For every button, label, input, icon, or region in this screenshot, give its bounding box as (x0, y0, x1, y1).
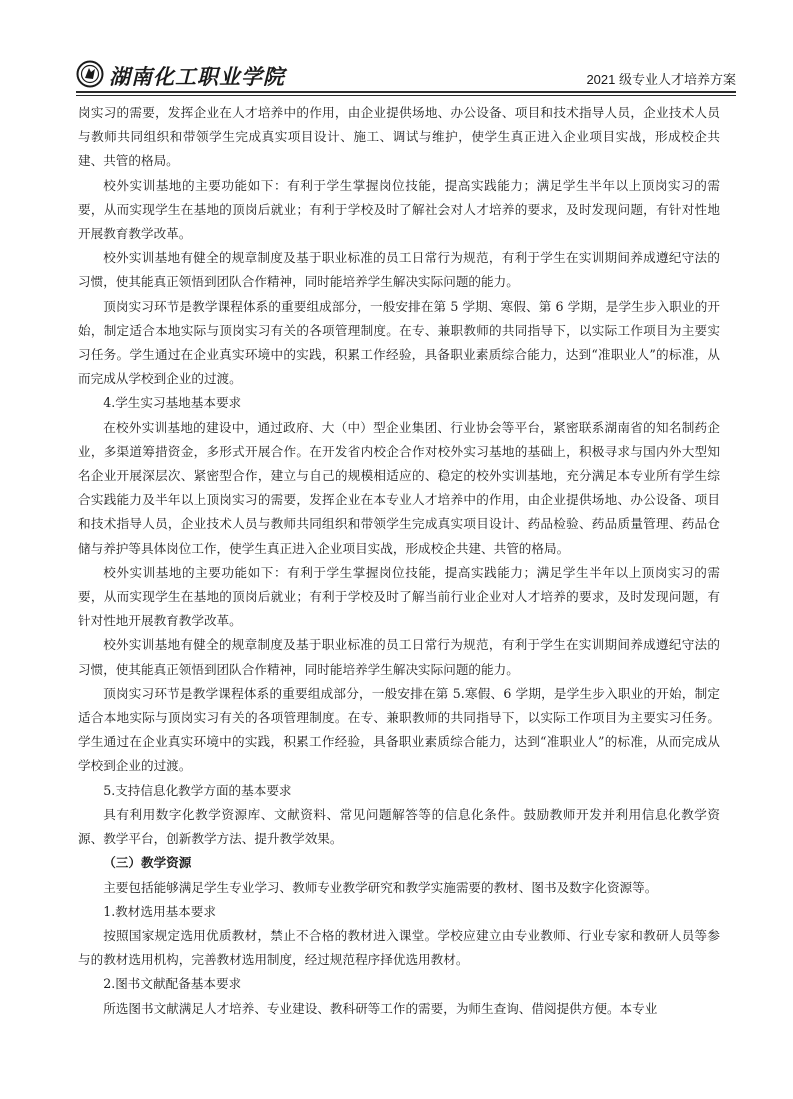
paragraph: 岗实习的需要，发挥企业在人才培养中的作用，由企业提供场地、办公设备、项目和技术指导人员，企业技术人员与教师共同组织和带领学生完成真实项目设计、施工、调试与维护，使学生真正进入企业项目实战，形成校企共建、共管的格局。 (78, 105, 720, 169)
document-body (78, 101, 720, 1021)
header-rule (76, 91, 736, 93)
paragraph: 所选图书文献满足人才培养、专业建设、教科研等工作的需要，为师生查询、借阅提供方便。本专业 (103, 1000, 658, 1016)
paragraph: 校外实训基地有健全的规章制度及基于职业标准的员工日常行为规范，有利于学生在实训期间养成遵纪守法的习惯，使其能真正领悟到团队合作精神，同时能培养学生解决实际问题的能力。 (78, 250, 720, 290)
subsection-heading: 2.图书文献配备基本要求 (103, 976, 242, 992)
page-header (76, 60, 736, 92)
paragraph: 具有利用数字化教学资源库、文献资料、常见问题解答等的信息化条件。鼓励教师开发并利用信息化教学资源、教学平台，创新教学方法、提升教学效果。 (78, 806, 720, 847)
header-rule-thin (76, 95, 736, 96)
paragraph: 在校外实训基地的建设中，通过政府、大（中）型企业集团、行业协会等平台，紧密联系湖南省的知名制药企业，多渠道筹措资金，多形式开展合作。在开发省内校企合作对校外实习基地的基础上，积极寻求与国内外大型知名企业开展深层次、紧密型合作，建立与自己的规模相适应的、稳定的校外实训基地，充分满足本专业所有学生综合实践能力及半年以上顶岗实习的需要，发挥企业在本专业人才培养中的作用，由企业提供场地、办公设备、项目和技术指导人员，企业技术人员与教师共同组织和带领学生完成真实项目设计、药品检验、药品质量管理、药品仓储与养护等具体岗位工作，使学生真正进入企业项目实战，形成校企共建、共管的格局。 (78, 419, 720, 556)
subsection-heading: 5.支持信息化教学方面的基本要求 (103, 782, 292, 798)
paragraph: 顶岗实习环节是教学课程体系的重要组成部分，一般安排在第 5.寒假、6 学期，是学生步入职业的开始，制定适合本地实际与顶岗实习有关的各项管理制度。在专、兼职教师的共同指导下，以实际工作项目为主要实习任务。学生通过在企业真实环境中的实践，积累工作经验，具备职业素质综合能力，达到“准职业人”的标准，从而完成从学校到企业的过渡。 (78, 685, 720, 774)
paragraph: 校外实训基地有健全的规章制度及基于职业标准的员工日常行为规范，有利于学生在实训期间养成遵纪守法的习惯，使其能真正领悟到团队合作精神，同时能培养学生解决实际问题的能力。 (78, 637, 720, 677)
paragraph: 校外实训基地的主要功能如下：有利于学生掌握岗位技能，提高实践能力；满足学生半年以上顶岗实习的需要，从而实现学生在基地的顶岗后就业；有利于学校及时了解社会对人才培养的要求，及时发现问题，有针对性地开展教育教学改革。 (78, 177, 720, 242)
plan-title: 2021 级专业人才培养方案 (586, 72, 736, 87)
subsection-heading: 4.学生实习基地基本要求 (103, 395, 242, 411)
school-name: 湖南化工职业学院 (109, 64, 285, 89)
paragraph: 主要包括能够满足学生专业学习、教师专业教学研究和教学实施需要的教材、图书及数字化资源等。 (103, 879, 658, 895)
paragraph: 顶岗实习环节是教学课程体系的重要组成部分，一般安排在第 5 学期、寒假、第 6 学期，是学生步入职业的开始，制定适合本地实际与顶岗实习有关的各项管理制度。在专、兼职教师的共同指导下，以实际工作项目为主要实习任务。学生通过在企业真实环境中的实践，积累工作经验，具备职业素质综合能力，达到“准职业人”的标准，从而完成从学校到企业的过渡。 (78, 298, 720, 387)
subsection-heading: 1.教材选用基本要求 (103, 903, 216, 919)
paragraph: 按照国家规定选用优质教材，禁止不合格的教材进入课堂。学校应建立由专业教师、行业专家和教研人员等参与的教材选用机构，完善教材选用制度，经过规范程序择优选用教材。 (78, 927, 720, 968)
paragraph: 校外实训基地的主要功能如下：有利于学生掌握岗位技能，提高实践能力；满足学生半年以上顶岗实习的需要，从而实现学生在基地的顶岗后就业；有利于学校及时了解当前行业企业对人才培养的要求，及时发现问题，有针对性地开展教育教学改革。 (78, 564, 720, 629)
section-heading: （三）教学资源 (103, 855, 192, 871)
school-seal-icon (76, 60, 104, 88)
